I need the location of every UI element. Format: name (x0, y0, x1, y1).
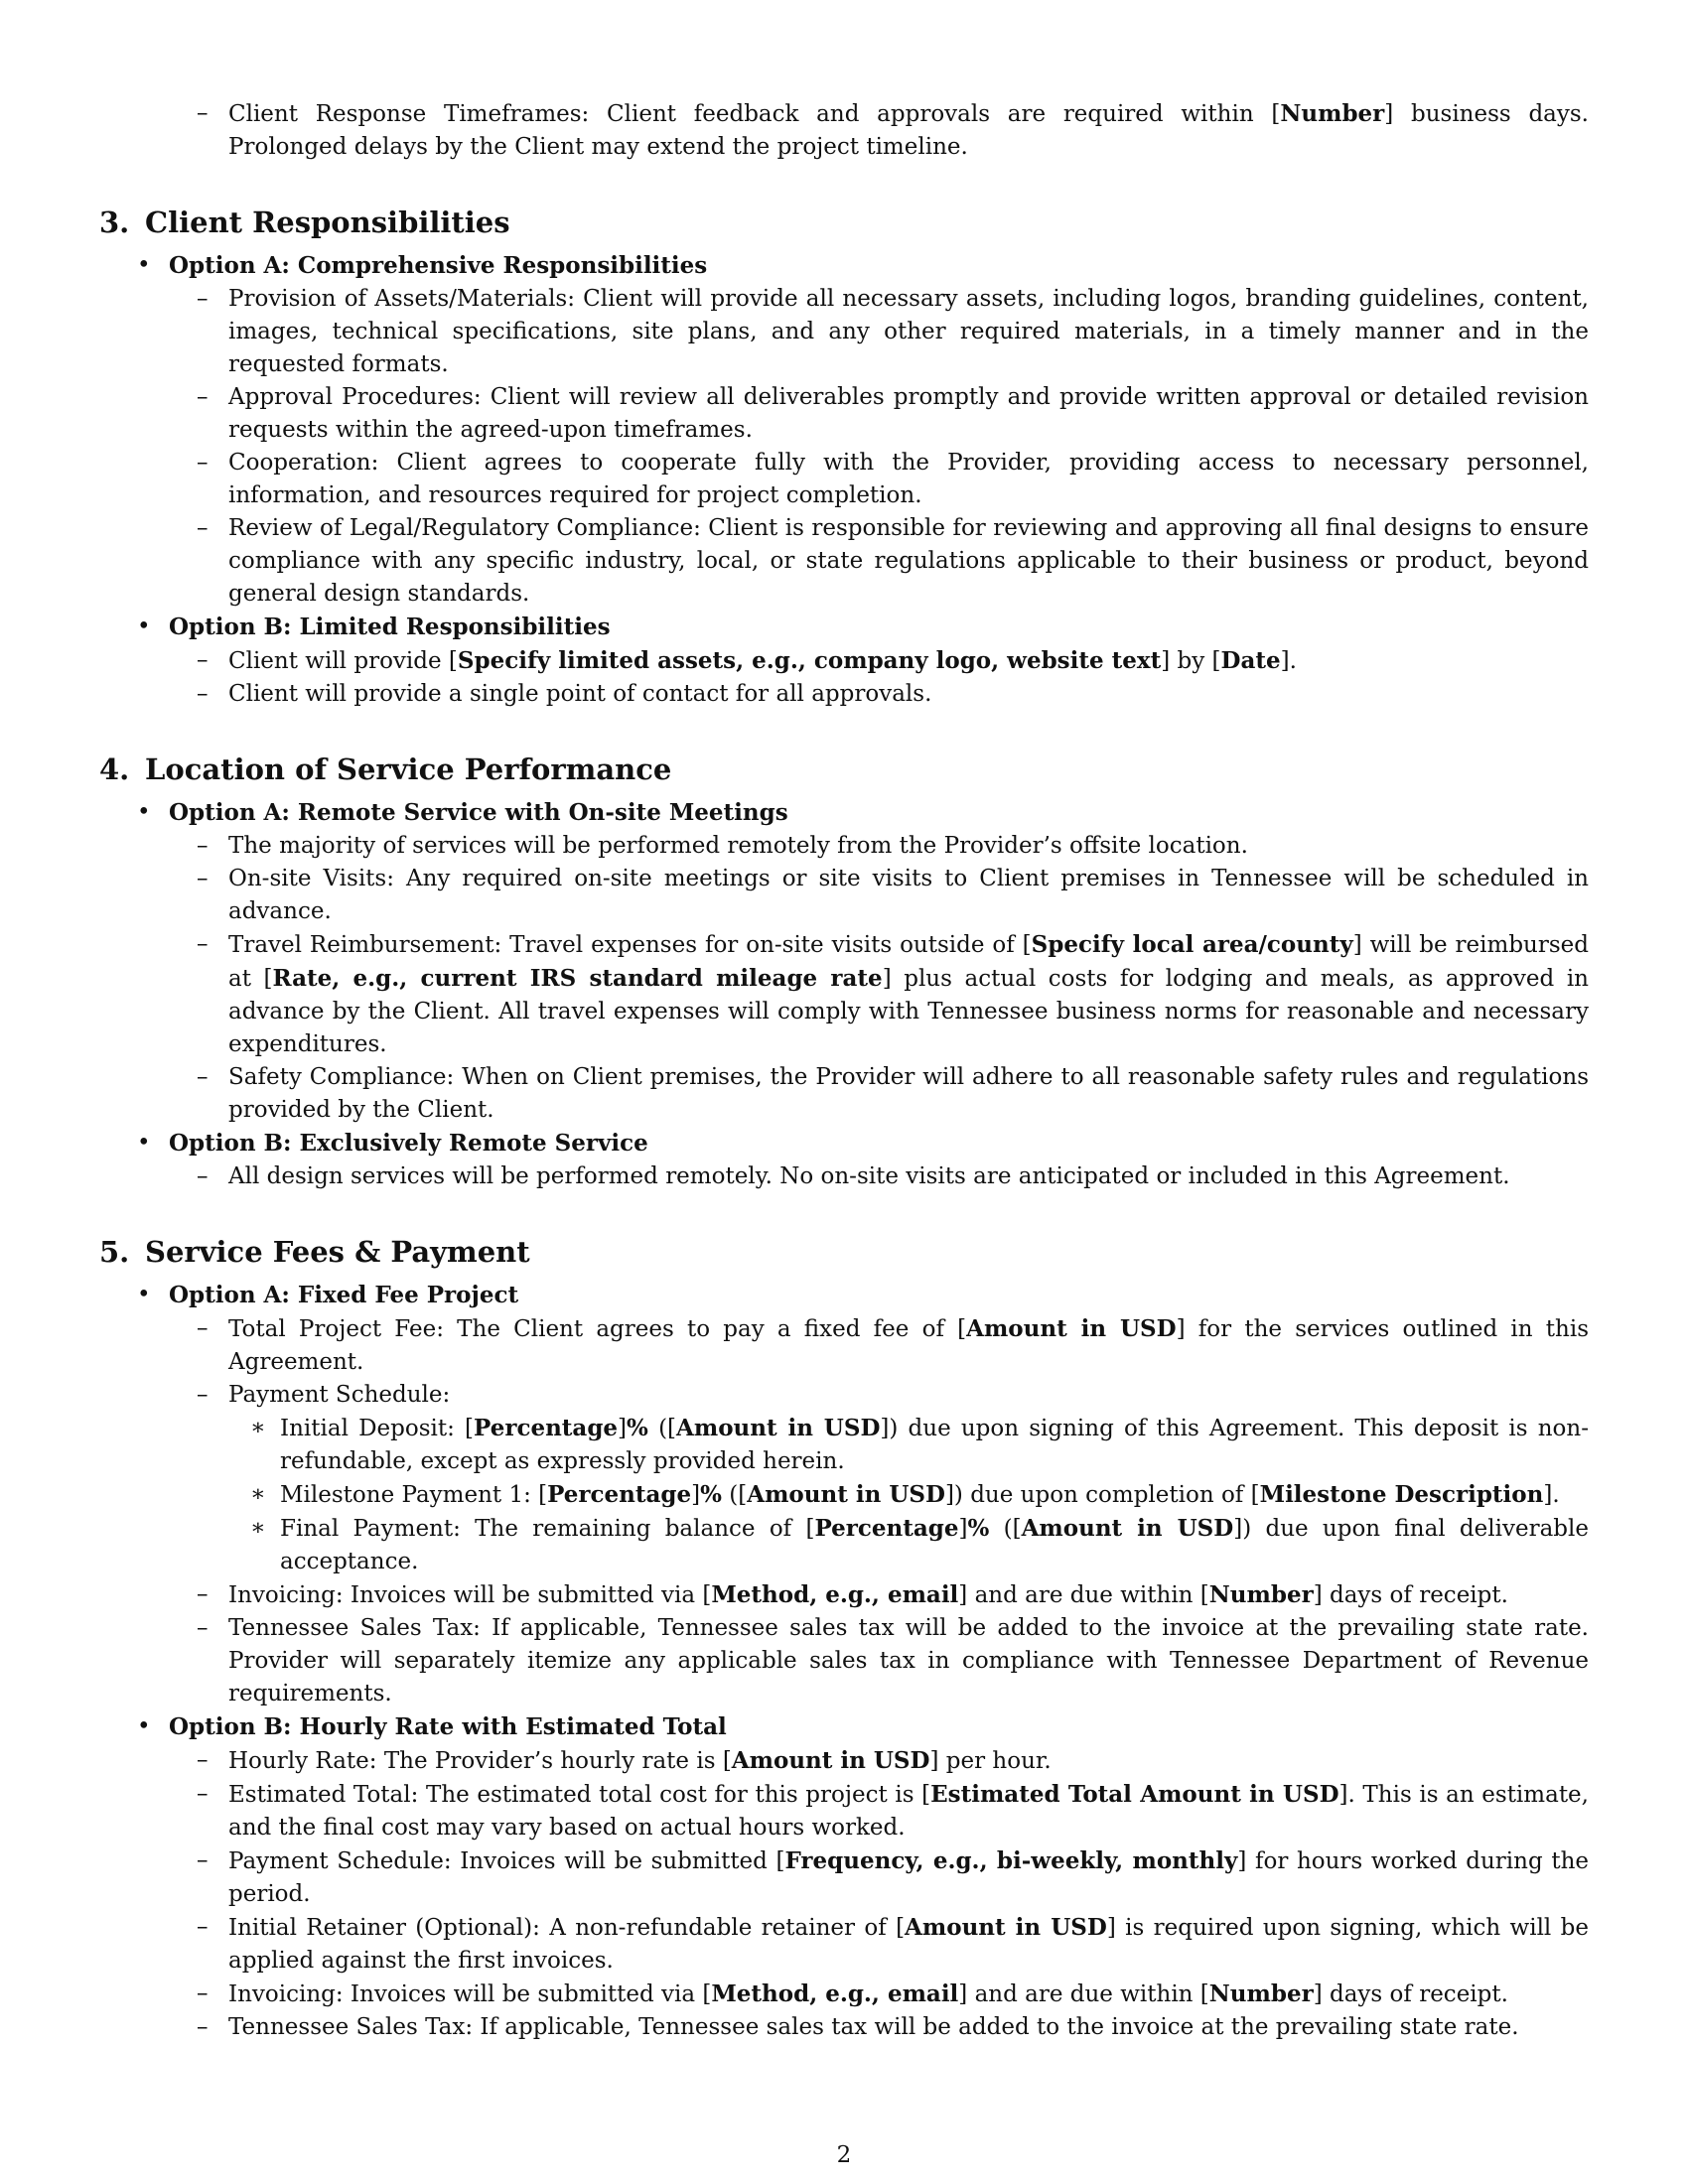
section-heading: 5. Service Fees & Payment (99, 1235, 530, 1269)
list-item: – Client will provide a single point of contact for all approvals. (197, 681, 932, 707)
list-item: – Tennessee Sales Tax: If applicable, Tennessee sales tax will be added to the invoice at the prevailing state rate. (197, 2014, 1519, 2040)
list-item: – Invoicing: Invoices will be submitted via [Method, e.g., email] and are due within [Number] days of receipt. (197, 1980, 1508, 2007)
list-item: – Estimated Total: The estimated total cost for this project is [Estimated Total Amount in USD]. This is an estimate, and the final cost may vary based on actual hours worked. (197, 1781, 1589, 1841)
list-item: – Invoicing: Invoices will be submitted via [Method, e.g., email] and are due within [Number] days of receipt. (197, 1581, 1508, 1608)
option-item: • Option A: Fixed Fee Project – Total Project Fee: The Client agrees to pay a fixed fee of [Amount in USD] for the services outlined in this Agreement. – Payment Schedule: ∗ Initial Deposit: [Percentage]% ([Amount in USD]) due upon signing of this Agreement. This deposit is non-refundable, except as expressly provided herein. ∗ Milestone Payment 1: [Percentage]% ([Amount in USD]) due upon completion of [Milestone Description]. ∗ Final Payment: The remaining balance of [Percentage]% ([Amount in USD]) due upon final deliverable acceptance. – Invoicing: Invoices will be submitted via [Method, e.g., email] and are due within [Number] days of receipt. – Tennessee Sales Tax: If applicable, Tennessee sales tax will be added to the invoice at the prevailing state rate. Provider will separately itemize any applicable sales tax in compliance with Tennessee Department of Revenue requirements. (99, 1279, 1589, 1710)
section-3-options (99, 249, 1589, 711)
list-item: – Cooperation: Client agrees to cooperate fully with the Provider, providing access to necessary personnel, information, and resources required for project completion. (197, 450, 1589, 508)
section-4-options (99, 796, 1589, 1193)
list-item: – Tennessee Sales Tax: If applicable, Tennessee sales tax will be added to the invoice at the prevailing state rate. Provider will separately itemize any applicable sales tax in compliance with Tennessee Department of Revenue requirements. (197, 1615, 1589, 1706)
section-heading: 4. Location of Service Performance (99, 752, 672, 786)
sub-list-item: ∗ Final Payment: The remaining balance of [Percentage]% ([Amount in USD]) due upon final deliverable acceptance. (250, 1515, 1589, 1574)
list-item: – Client will provide [Specify limited assets, e.g., company logo, website text] by [Date]. (197, 647, 1297, 674)
list-item: – Client Response Timeframes: Client feedback and approvals are required within [Number] business days. Prolonged delays by the Client may extend the project timeline. (197, 100, 1589, 160)
page-number: 2 (836, 2142, 852, 2168)
option-item: • Option A: Remote Service with On-site Meetings – The majority of services will be performed remotely from the Provider’s offsite location. – On-site Visits: Any required on-site meetings or site visits to Client premises in Tennessee will be scheduled in advance. – Travel Reimbursement: Travel expenses for on-site visits outside of [Specify local area/county] will be reimbursed at [Rate, e.g., current IRS standard mileage rate] plus actual costs for lodging and meals, as approved in advance by the Client. All travel expenses will comply with Tennessee business norms for reasonable and necessary expenditures. – Safety Compliance: When on Client premises, the Provider will adhere to all reasonable safety rules and regulations provided by the Client. (99, 796, 1589, 1127)
list-item: – All design services will be performed remotely. No on-site visits are anticipated or included in this Agreement. (197, 1163, 1510, 1189)
continued-list (169, 97, 1589, 164)
option-item: • Option B: Exclusively Remote Service – All design services will be performed remotely. No on-site visits are anticipated or included in this Agreement. (99, 1127, 1589, 1193)
sub-list-item: ∗ Initial Deposit: [Percentage]% ([Amount in USD]) due upon signing of this Agreement. This deposit is non-refundable, except as expressly provided herein. (250, 1415, 1589, 1474)
section-5-options (99, 1279, 1589, 2044)
list-item: – Travel Reimbursement: Travel expenses for on-site visits outside of [Specify local area/county] will be reimbursed at [Rate, e.g., current IRS standard mileage rate] plus actual costs for lodging and meals, as approved in advance by the Client. All travel expenses will comply with Tennessee business norms for reasonable and necessary expenditures. (197, 931, 1589, 1057)
list-item: – Provision of Assets/Materials: Client will provide all necessary assets, including logos, branding guidelines, content, images, technical specifications, site plans, and any other required materials, in a timely manner and in the requested formats. (197, 286, 1589, 377)
list-item: – Safety Compliance: When on Client premises, the Provider will adhere to all reasonable safety rules and regulations provided by the Client. (197, 1064, 1589, 1123)
list-item: – Approval Procedures: Client will review all deliverables promptly and provide written approval or detailed revision requests within the agreed-upon timeframes. (197, 384, 1589, 443)
list-item: – Hourly Rate: The Provider’s hourly rate is [Amount in USD] per hour. (197, 1747, 1052, 1774)
option-item: • Option B: Limited Responsibilities – Client will provide [Specify limited assets, e.g., company logo, website text] by [Date]. – Client will provide a single point of contact for all approvals. (99, 611, 1589, 711)
document-page (99, 97, 1589, 2044)
list-item: – The majority of services will be performed remotely from the Provider’s offsite location. (197, 833, 1248, 859)
list-item: – Initial Retainer (Optional): A non-refundable retainer of [Amount in USD] is required upon signing, which will be applied against the first invoices. (197, 1914, 1589, 1974)
option-item: • Option B: Hourly Rate with Estimated Total – Hourly Rate: The Provider’s hourly rate is [Amount in USD] per hour. – Estimated Total: The estimated total cost for this project is [Estimated Total Amount in USD]. This is an estimate, and the final cost may vary based on actual hours worked. – Payment Schedule: Invoices will be submitted [Frequency, e.g., bi-weekly, monthly] for hours worked during the period. – Initial Retainer (Optional): A non-refundable retainer of [Amount in USD] is required upon signing, which will be applied against the first invoices. – Invoicing: Invoices will be submitted via [Method, e.g., email] and are due within [Number] days of receipt. – Tennessee Sales Tax: If applicable, Tennessee sales tax will be added to the invoice at the prevailing state rate. (99, 1710, 1589, 2044)
section-heading: 3. Client Responsibilities (99, 205, 510, 239)
list-item: – On-site Visits: Any required on-site meetings or site visits to Client premises in Tennessee will be scheduled in advance. (197, 866, 1589, 924)
option-item: • Option A: Comprehensive Responsibilities – Provision of Assets/Materials: Client will provide all necessary assets, including logos, branding guidelines, content, images, technical specifications, site plans, and any other required materials, in a timely manner and in the requested formats. – Approval Procedures: Client will review all deliverables promptly and provide written approval or detailed revision requests within the agreed-upon timeframes. – Cooperation: Client agrees to cooperate fully with the Provider, providing access to necessary personnel, information, and resources required for project completion. – Review of Legal/Regulatory Compliance: Client is responsible for reviewing and approving all final designs to ensure compliance with any specific industry, local, or state regulations applicable to their business or product, beyond general design standards. (99, 249, 1589, 611)
list-item: – Payment Schedule: ∗ Initial Deposit: [Percentage]% ([Amount in USD]) due upon signing of this Agreement. This deposit is non-refundable, except as expressly provided herein. ∗ Milestone Payment 1: [Percentage]% ([Amount in USD]) due upon completion of [Milestone Description]. ∗ Final Payment: The remaining balance of [Percentage]% ([Amount in USD]) due upon final deliverable acceptance. (169, 1379, 1589, 1578)
sub-list-item: ∗ Milestone Payment 1: [Percentage]% ([Amount in USD]) due upon completion of [Milestone Description]. (250, 1481, 1560, 1508)
list-item: – Review of Legal/Regulatory Compliance: Client is responsible for reviewing and approving all final designs to ensure compliance with any specific industry, local, or state regulations applicable to their business or product, beyond general design standards. (197, 515, 1589, 607)
list-item: – Payment Schedule: Invoices will be submitted [Frequency, e.g., bi-weekly, monthly] for hours worked during the period. (197, 1847, 1589, 1907)
list-item: – Total Project Fee: The Client agrees to pay a fixed fee of [Amount in USD] for the services outlined in this Agreement. (197, 1315, 1589, 1375)
